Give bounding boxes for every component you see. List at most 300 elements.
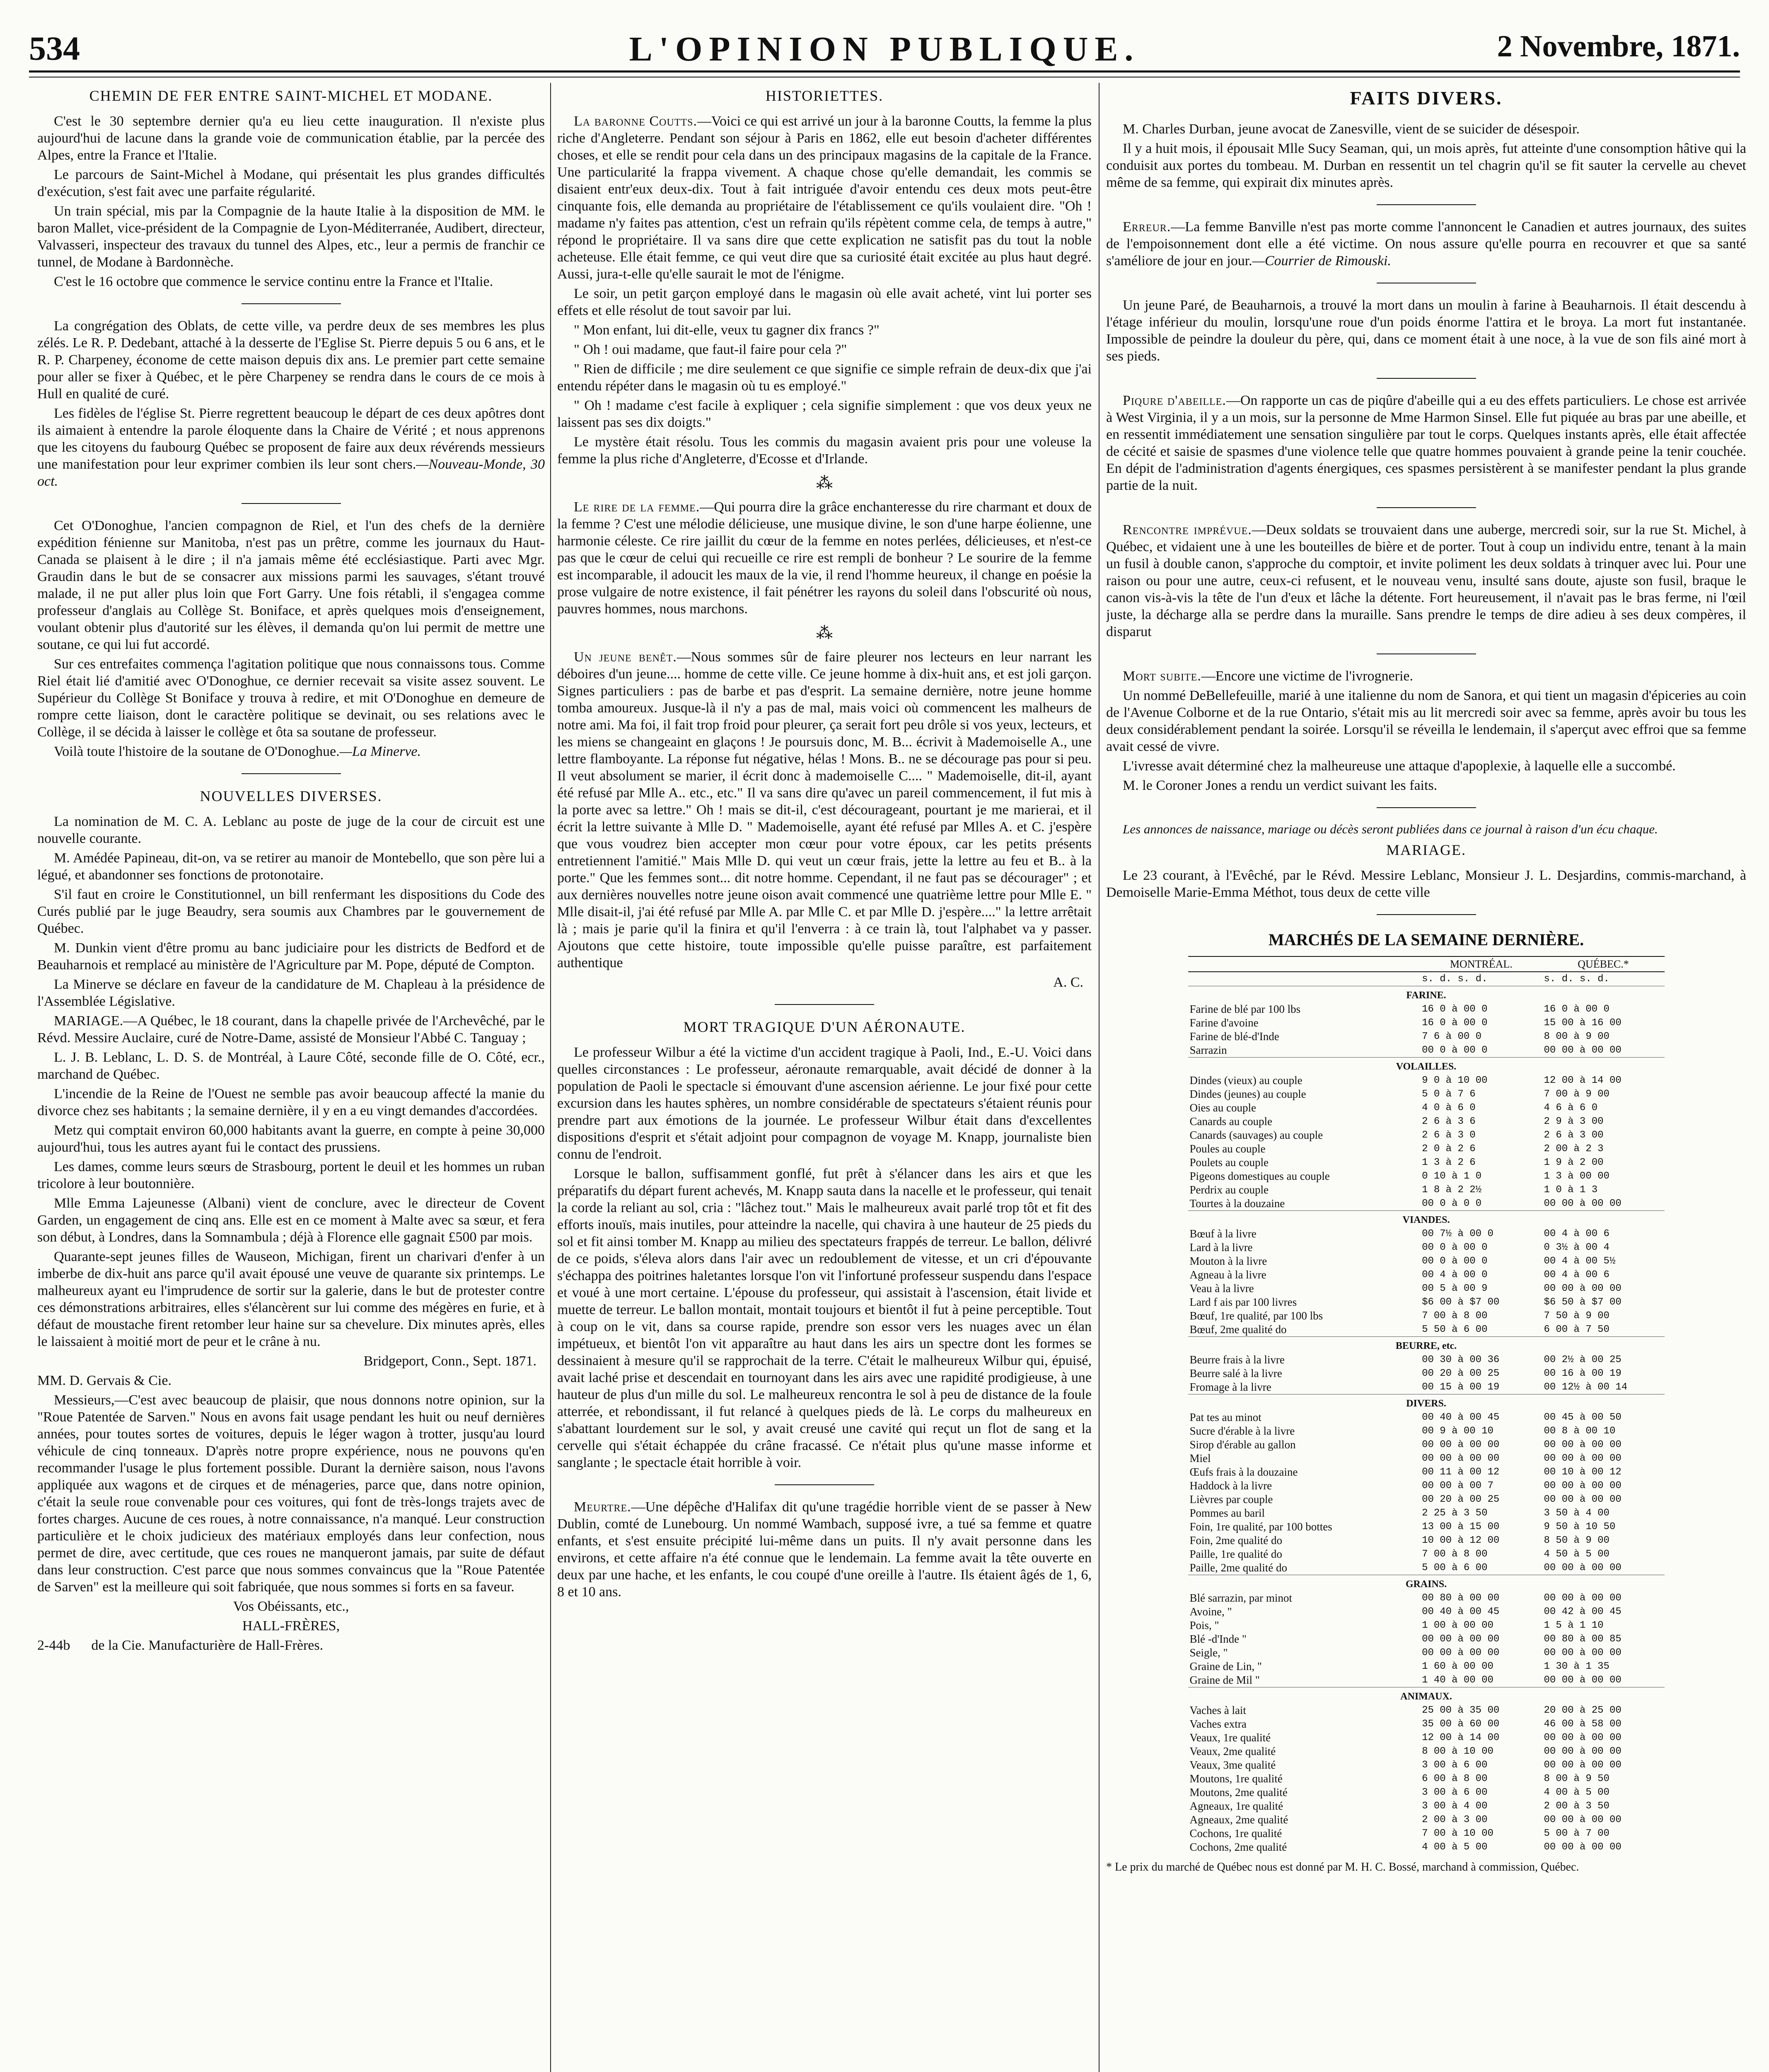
commodity-label: Blé sarrazin, par minot xyxy=(1189,1592,1292,1604)
paragraph: Le 23 courant, à l'Evêché, par le Révd. Messire Leblanc, Monsieur J. L. Desjardins, commis-marchand, à Demoiselle Marie-Emma Méthot, tous deux de cette ville xyxy=(1106,868,1746,900)
paragraph: C'est le 30 septembre dernier qu'a eu lieu cette inauguration. Il n'existe plus aujourd'hui de lacune dans la grande voie de communication établie, par la percée des Alpes, entre la France et l'Italie. xyxy=(37,114,545,163)
montreal-price: 7 6 à 00 0 xyxy=(1422,1031,1482,1042)
column-3 xyxy=(1106,83,1746,2072)
quebec-price: 00 00 à 00 00 xyxy=(1544,1453,1622,1464)
table-row xyxy=(1188,1002,1665,1016)
paragraph-text: Voilà toute l'histoire de la soutane de O'Donoghue. xyxy=(54,744,340,759)
table-row xyxy=(1188,1016,1665,1030)
table-row xyxy=(1188,1380,1665,1394)
paragraph-text: Les fidèles de l'église St. Pierre regrettent beaucoup le départ de ces deux apôtres dont ils aimaient à entendre la parole éloquente dans la Chaire de Vérité ; et nous apprenons que les citoyens du faubourg Québec se proposent de faire aux deux révérends messieurs une manifestation pour leur exprimer combien ils leur sont chers. xyxy=(37,406,545,472)
commodity-label: Sucre d'érable à la livre xyxy=(1189,1425,1295,1437)
table-row xyxy=(1188,1074,1665,1087)
commodity-label: Œufs frais à la douzaine xyxy=(1189,1466,1298,1478)
montreal-price: 00 40 à 00 45 xyxy=(1422,1606,1500,1617)
table-row xyxy=(1188,1043,1665,1058)
column-divider xyxy=(550,83,551,2072)
commodity-label: Agneaux, 2me qualité xyxy=(1189,1813,1288,1826)
table-row xyxy=(1188,1183,1665,1197)
table-row xyxy=(1188,1758,1665,1772)
quebec-price: 20 00 à 25 00 xyxy=(1544,1705,1622,1716)
table-row xyxy=(1188,1591,1665,1605)
montreal-price: 9 0 à 10 00 xyxy=(1422,1075,1488,1086)
markets-category: ANIMAUX. xyxy=(1188,1687,1665,1704)
commodity-label: Pommes au baril xyxy=(1189,1507,1265,1519)
table-row xyxy=(1188,1367,1665,1380)
paragraph-text: —Deux soldats se trouvaient dans une auberge, mercredi soir, sur la rue St. Michel, à Québec, et vidaient une à une les bouteilles de bière et de porter. Tout à coup un individu entre, tenant à la main un fusil à double canon, s'approche du comptoir, et invite poliment les deux soldats à trinquer avec lui. Pour une raison ou pour une autre, ceux-ci refusent, et le nouveau venu, insulté sans doute, ajuste son fusil, braque le canon vis-à-vis la tête de l'un d'eux et lâche la détente. Fort heureusement, il n'avait pas le bras ferme, ni l'œil juste, la décharge alla se perdre dans la muraille. Sans prendre le temps de dire adieu à ses deux compères, il disparut xyxy=(1106,522,1746,639)
divider xyxy=(1377,378,1476,379)
paragraph: Il y a huit mois, il épousait Mlle Sucy Seaman, qui, un mois après, fut atteinte d'une consomption hâtive qui la conduisit aux portes du tombeau. M. Durban en ressentit un tel chagrin qu'il se fit sauter la cervelle au chevet même de sa femme, qui expirait dix minutes après. xyxy=(1106,141,1746,190)
quebec-price: 00 00 à 00 00 xyxy=(1544,1494,1622,1505)
commodity-label: Veaux, 3me qualité xyxy=(1189,1759,1276,1771)
montreal-price: 10 00 à 12 00 xyxy=(1422,1535,1500,1546)
montreal-price: 00 30 à 00 36 xyxy=(1422,1354,1500,1365)
quebec-price: 3 50 à 4 00 xyxy=(1544,1508,1610,1519)
quebec-price: 00 00 à 00 00 xyxy=(1544,1732,1622,1743)
paragraph: La congrégation des Oblats, de cette ville, va perdre deux de ses membres les plus zélés. Le R. P. Dedebant, attaché à la desserte de l'Eglise St. Pierre depuis 5 ou 6 ans, et le R. P. Charpeney, économe de cette maison depuis dix ans. Le premier part cette semaine pour aller se fixer à Québec, et le père Charpeney se rendra dans le cours de ce mois à Hull en qualité de curé. xyxy=(37,318,545,402)
commodity-label: Dindes (jeunes) au couple xyxy=(1189,1088,1306,1100)
column-subheader xyxy=(1188,972,1421,986)
markets-category: FARINE. xyxy=(1188,986,1665,1003)
table-row xyxy=(1188,1717,1665,1731)
markets-category: VOLAILLES. xyxy=(1188,1058,1665,1074)
section-title: MORT TRAGIQUE D'UN AÉRONAUTE. xyxy=(683,1019,966,1035)
montreal-price: 0 10 à 1 0 xyxy=(1422,1171,1482,1182)
paragraph: Messieurs,—C'est avec beaucoup de plaisir, que nous donnons notre opinion, sur la "Roue Patentée de Sarven." Nous en avons fait usage pendant les huit ou neuf dernières années, pour toutes sortes de voitures, depuis le léger wagon à trotter, jusqu'au lourd véhicule de cinq tonneaux. D'après notre propre expérience, nous ne pouvons qu'en recommander l'usage le plus fortement possible. Durant la dernière saison, nous l'avons appliquée aux wagons et de cirques et de ménageries, parce que, dans notre opinion, c'était la seule roue convenable pour ces voitures, qui font de très-longs trajets avec de fortes charges. Aucune de ces roues, à notre connaissance, n'a manqué. Leur construction particulière et le choix judicieux des matériaux employés dans leur confection, nous permet de dire, avec certitude, que ces roues ne manqueront jamais, par suite de défaut dans leur construction. C'est parce que nous sommes convaincus que la "Roue Patentée de Sarven" est la meilleure qui soit fabriquée, que nous sommes si forts en sa faveur. xyxy=(37,1392,545,1595)
commodity-label: Pois, " xyxy=(1189,1619,1219,1631)
commodity-label: Seigle, " xyxy=(1189,1646,1228,1659)
paragraph: " Mon enfant, lui dit-elle, veux tu gagner dix francs ?" xyxy=(574,322,880,338)
quebec-price: 1 3 à 00 00 xyxy=(1544,1171,1610,1182)
quebec-price: 00 00 à 00 00 xyxy=(1544,1439,1622,1450)
montreal-price: 8 00 à 10 00 xyxy=(1422,1746,1494,1757)
page-number: 534 xyxy=(29,29,80,67)
markets-title: MARCHÉS DE LA SEMAINE DERNIÈRE. xyxy=(1268,930,1584,949)
paper-title: L'OPINION PUBLIQUE. xyxy=(629,30,1140,68)
table-row xyxy=(1188,1227,1665,1241)
table-row xyxy=(1188,1605,1665,1619)
commodity-label: Oies au couple xyxy=(1189,1101,1256,1114)
paragraph: Un nommé DeBellefeuille, marié à une italienne du nom de Sanora, et qui tient un magasin d'épiceries au coin de l'Avenue Colborne et de la rue Ontario, s'était mis au lit mercredi soir avec sa femme, après avoir bu tous les deux considérablement pendant la soirée. Lorsqu'il se réveilla le lendemain, il s'aperçut avec effroi que sa femme avait cessé de vivre. xyxy=(1106,688,1746,754)
paragraph: Le mystère était résolu. Tous les commis du magasin avaient pris pour une voleuse la femme la plus riche d'Angleterre, d'Ecosse et d'Irlande. xyxy=(557,434,1092,467)
table-row xyxy=(1188,1520,1665,1534)
paragraph-text: —Encore une victime de l'ivrognerie. xyxy=(1201,668,1414,684)
table-row xyxy=(1188,1704,1665,1717)
paragraph xyxy=(1106,218,1746,269)
quebec-price: 12 00 à 14 00 xyxy=(1544,1075,1622,1086)
quebec-price: 00 80 à 00 85 xyxy=(1544,1634,1622,1645)
paragraph: Mlle Emma Lajeunesse (Albani) vient de conclure, avec le directeur de Covent Garden, un engagement de cinq ans. Elle est en ce moment à Malte avec sa sœur, et fera son début, à Londres, dans la Somnambula ; déjà à Florence elle gagnait £500 par mois. xyxy=(37,1196,545,1245)
item-lead: La baronne Coutts. xyxy=(574,114,697,129)
table-row xyxy=(1188,1254,1665,1268)
commodity-label: Agneau à la livre xyxy=(1189,1268,1266,1281)
quebec-price: 8 00 à 9 00 xyxy=(1544,1031,1610,1042)
quebec-price: 00 00 à 00 00 xyxy=(1544,1647,1622,1658)
section-title: NOUVELLES DIVERSES. xyxy=(200,788,382,804)
montreal-price: 2 6 à 3 0 xyxy=(1422,1130,1476,1141)
table-row xyxy=(1188,1646,1665,1660)
commodity-label: Graine de Mil " xyxy=(1189,1674,1260,1686)
paragraph: Cet O'Donoghue, l'ancien compagnon de Riel, et l'un des chefs de la dernière expédition fénienne sur Manitoba, n'est pas un prêtre, comme les journaux du Haut-Canada se plaisent à le dire ; il n'a jamais même été ecclésiastique. Parti avec Mgr. Graudin dans le but de se consacrer aux missions parmi les sauvages, s'étant trouvé malade, il ne put aller plus loin que Fort Garry. Une fois rétabli, il s'engagea comme professeur d'anglais au Collège St. Boniface, et après quelques mois d'enseignement, voulant obtenir plus d'autorité sur les élèves, il demanda qu'on lui permit de mettre une soutane, ce qui lui fut accordé. xyxy=(37,518,545,652)
quebec-price: 1 5 à 1 10 xyxy=(1544,1620,1604,1631)
montreal-price: 35 00 à 60 00 xyxy=(1422,1719,1500,1730)
divider xyxy=(1377,914,1476,915)
montreal-price: 2 25 à 3 50 xyxy=(1422,1508,1488,1519)
montreal-price: 5 50 à 6 00 xyxy=(1422,1324,1488,1335)
column-header: MONTRÉAL. xyxy=(1420,956,1542,972)
quebec-price: 00 4 à 00 5½ xyxy=(1544,1256,1616,1267)
divider xyxy=(775,1484,874,1485)
montreal-price: 4 0 à 6 0 xyxy=(1422,1102,1476,1113)
paragraph: MARIAGE.—A Québec, le 18 courant, dans la chapelle privée de l'Archevêché, par le Révd. Messire Auclaire, curé de Notre-Dame, assisté de Monsieur l'Abbé C. Tanguay ; xyxy=(37,1013,545,1046)
paragraph: M. Amédée Papineau, dit-on, va se retirer au manoir de Montebello, que son père lui a légué, et abandonner ses fonctions de protonotaire. xyxy=(37,850,545,883)
commodity-label: Veaux, 1re qualité xyxy=(1189,1731,1271,1744)
montreal-price: 00 15 à 00 19 xyxy=(1422,1382,1500,1393)
column-divider xyxy=(1099,83,1100,2072)
quebec-price: $6 50 à $7 00 xyxy=(1544,1297,1622,1308)
table-row xyxy=(1188,1632,1665,1646)
montreal-price: 1 60 à 00 00 xyxy=(1422,1661,1494,1672)
commodity-label: Farine d'avoine xyxy=(1189,1017,1259,1029)
commodity-label: Beurre frais à la livre xyxy=(1189,1353,1285,1366)
section-title: FAITS DIVERS. xyxy=(1350,87,1503,109)
quebec-price: 8 00 à 9 50 xyxy=(1544,1773,1610,1784)
quebec-price: 4 50 à 5 00 xyxy=(1544,1549,1610,1560)
quebec-price: 00 12½ à 00 14 xyxy=(1544,1382,1628,1393)
table-row xyxy=(1188,1309,1665,1323)
source-credit: —La Minerve. xyxy=(339,744,421,759)
montreal-price: 7 00 à 8 00 xyxy=(1422,1549,1488,1560)
table-row xyxy=(1188,1169,1665,1183)
markets-category-row xyxy=(1188,1687,1665,1704)
quebec-price: 00 4 à 00 6 xyxy=(1544,1228,1610,1239)
montreal-price: 3 00 à 6 00 xyxy=(1422,1787,1488,1798)
table-row xyxy=(1188,1547,1665,1561)
table-row xyxy=(1188,1827,1665,1840)
commodity-label: Paille, 1re qualité do xyxy=(1189,1548,1282,1560)
item-lead: Mort subite. xyxy=(1123,668,1201,684)
paragraph: Metz qui comptait environ 60,000 habitants avant la guerre, en compte à peine 30,000 aujourd'hui, tous les autres ayant fui le contact des prussiens. xyxy=(37,1123,545,1155)
divider xyxy=(775,1004,874,1005)
quebec-price: 00 00 à 00 00 xyxy=(1544,1045,1622,1056)
commodity-label: Poulets au couple xyxy=(1189,1156,1269,1169)
paragraph xyxy=(557,649,1092,971)
table-row xyxy=(1188,1465,1665,1479)
item-lead: Piqure d'abeille. xyxy=(1123,393,1226,408)
markets-category: DIVERS. xyxy=(1188,1394,1665,1411)
commodity-label: Veau à la livre xyxy=(1189,1282,1254,1295)
montreal-price: 00 20 à 00 25 xyxy=(1422,1494,1500,1505)
paragraph xyxy=(1106,521,1746,640)
montreal-price: 3 00 à 4 00 xyxy=(1422,1801,1488,1812)
table-row xyxy=(1188,1411,1665,1424)
item-lead: Rencontre imprévue. xyxy=(1123,522,1252,537)
commodity-label: Sirop d'érable au gallon xyxy=(1189,1438,1296,1451)
quebec-price: 00 00 à 00 00 xyxy=(1544,1562,1622,1573)
item-lead: Erreur. xyxy=(1123,219,1171,235)
montreal-price: 16 0 à 00 0 xyxy=(1422,1017,1488,1029)
paragraph-text: —Qui pourra dire la grâce enchanteresse du rire charmant et doux de la femme ? C'est une mélodie délicieuse, une musique divine, le son d'une harpe éolienne, une harmonie céleste. Ce rire jaillit du cœur de la femme en notes perlées, délicieuses, et n'est-ce pas que le cœur de celui qui recueille ce rire est rempli de bonheur ? Le sourire de la femme est incomparable, il adoucit les maux de la vie, il rend l'homme heureux, il change en poésie la prose vulgaire de notre existence, il fait pénétrer les rayons du soleil dans l'obscurité où nous, pauvres hommes, nous marchons. xyxy=(557,499,1092,617)
quebec-price: 7 50 à 9 00 xyxy=(1544,1310,1610,1322)
commodity-label: Lièvres par couple xyxy=(1189,1493,1273,1506)
section-title: HISTORIETTES. xyxy=(765,87,884,104)
montreal-price: 12 00 à 14 00 xyxy=(1422,1732,1500,1743)
paragraph-text: —Voici ce qui est arrivé un jour à la baronne Coutts, la femme la plus riche d'Angleterre. Pendant son séjour à Paris en 1862, elle eut besoin d'acheter différentes choses, et elle se rendit pour cela dans un des principaux magasins de la capitale de la France. Une particularité la frappa vivement. A chaque chose qu'elle demandait, les commis se disaient entr'eux deux-dix. Tout à fait intriguée d'avoir entendu ces deux mots peut-être cinquante fois, elle demanda au propriétaire de l'établissement ce qu'ils voulaient dire. "Oh ! madame n'y faites pas attention, c'est un refrain qu'ils répètent comme cela, de temps à autre," répond le propriétaire. Il va sans dire que cette explication ne satisfit pas du tout la noble acheteuse. Elle était femme, ce qui veut dire que sa curiosité était excitée au plus haut degré. Aussi, jura-t-elle qu'elle saurait le mot de l'énigme. xyxy=(557,114,1092,282)
markets-table xyxy=(1188,956,1665,1854)
paragraph xyxy=(557,1498,1092,1600)
commodity-label: Blé -d'Inde " xyxy=(1189,1633,1247,1645)
table-row xyxy=(1188,1282,1665,1295)
letter-place-date: Bridgeport, Conn., Sept. 1871. xyxy=(363,1353,536,1369)
markets-category-row xyxy=(1188,1575,1665,1592)
montreal-price: 1 00 à 00 00 xyxy=(1422,1620,1494,1631)
commodity-label: Bœuf, 2me qualité do xyxy=(1189,1323,1287,1336)
table-row xyxy=(1188,1493,1665,1506)
paragraph: Lorsque le ballon, suffisamment gonflé, fut prêt à s'élancer dans les airs et que les préparatifs du départ furent achevés, M. Knapp sauta dans la nacelle et le professeur, qui tenait la corde la reliant au sol, cria : "lâchez tout." Mais le malheureux avait parlé trop tôt et fit des efforts inouïs, mais inutiles, pour atteindre la nacelle, qui chavira à une hauteur de 25 pieds du sol et fit ainsi tomber M. Knapp au milieu des spectateurs frappés de terreur. Le ballon, délivré de ce poids, s'éleva alors dans l'air avec un redoublement de vitesse, et un cri d'épouvante s'échappa des poitrines haletantes lorsque l'on vit l'infortuné professeur suspendu dans l'espace et voué à une mort certaine. L'épouse du professeur, qui assistait à l'ascension, était livide et muette de terreur. Le ballon montait, montait toujours et bientôt il fut à peine perceptible. Tout à coup on le vit, dans sa course rapide, prendre son essor vers les nuages avec un élan impétueux, et bientôt l'on vit apparaître au haut dans les airs un spectre dont les formes se dessinaient à mesure qu'il se rapprochait de la terre. C'était le malheureux Wilbur qui, épuisé, avait laché prise et descendait en tournoyant dans les airs avec une rapidité prodigieuse, à une hauteur de plus d'un mille du sol. Le malheureux rencontra le sol à peu de distance de la foule atterrée, et rebondissant, il fut relancé à quelques pieds de là. Le corps du malheureux en s'abattant lourdement sur le sol, y avait creusé une cavité qui reçut un flot de sang et la cervelle qui s'était échappée du crâne fracassé. Ce n'était plus qu'une masse informe et sanglante ; le spectacle était horrible à voir. xyxy=(557,1166,1092,1470)
montreal-price: 1 40 à 00 00 xyxy=(1422,1675,1494,1686)
commodity-label: Avoine, " xyxy=(1189,1605,1232,1618)
markets-category-row xyxy=(1188,1058,1665,1074)
montreal-price: 1 3 à 2 6 xyxy=(1422,1157,1476,1168)
table-row xyxy=(1188,1731,1665,1745)
source-credit: —Nouveau-Monde, 30 oct. xyxy=(37,457,545,489)
montreal-price: 3 00 à 6 00 xyxy=(1422,1760,1488,1771)
quebec-price: 2 00 à 3 50 xyxy=(1544,1801,1610,1812)
montreal-price: $6 00 à $7 00 xyxy=(1422,1297,1500,1308)
montreal-price: 2 0 à 2 6 xyxy=(1422,1143,1476,1155)
quebec-price: 7 00 à 9 00 xyxy=(1544,1089,1610,1100)
paragraph: M. le Coroner Jones a rendu un verdict suivant les faits. xyxy=(1123,778,1438,793)
commodity-label: Miel xyxy=(1189,1452,1211,1464)
table-row xyxy=(1188,1786,1665,1799)
table-row xyxy=(1188,1424,1665,1438)
commodity-label: Pigeons domestiques au couple xyxy=(1189,1170,1330,1182)
paragraph-text: —On rapporte un cas de piqûre d'abeille qui a eu des effets particuliers. Le chose est arrivée à West Virginia, il y a un mois, sur la personne de Mme Harmon Sinsel. Elle fut piquée au bras par une abeille, et en ressentit immédiatement une sensation singulière par tout le corps. Quelques instants après, elle était affectée de cécité et saisie de spasmes d'une violence telle que quatre hommes pouvaient à grande peine la tenir couchée. En dépit de l'administration d'agents énergiques, ces spasmes persistèrent à se manifester pendant la plus grande partie de la nuit. xyxy=(1106,393,1746,493)
montreal-price: 1 8 à 2 2½ xyxy=(1422,1184,1482,1196)
quebec-price: 00 2½ à 00 25 xyxy=(1544,1354,1622,1365)
montreal-price: 00 00 à 00 00 xyxy=(1422,1453,1500,1464)
table-row xyxy=(1188,1142,1665,1156)
commodity-label: Pat tes au minot xyxy=(1189,1411,1262,1423)
paragraph: Sur ces entrefaites commença l'agitation politique que nous connaissons tous. Comme Riel était lié d'amitié avec O'Donoghue, ce dernier recevait sa visite assez souvent. Le Supérieur du Collège St Boniface y trouva à redire, et mit O'Donoghue en demeure de rompre cette liaison, dont le caractère politique se devinait, ou ses relations avec le Collège, il se décida à laisser le collège et ôta sa soutane de professeur. xyxy=(37,656,545,740)
commodity-label: Moutons, 2me qualité xyxy=(1189,1786,1288,1798)
commodity-label: Lard f ais par 100 livres xyxy=(1189,1296,1297,1308)
montreal-price: 00 00 à 00 7 xyxy=(1422,1480,1494,1491)
montreal-price: 7 00 à 10 00 xyxy=(1422,1828,1494,1839)
table-row xyxy=(1188,1813,1665,1827)
paragraph: L. J. B. Leblanc, L. D. S. de Montréal, à Laure Côté, seconde fille de O. Côté, ecr., marchand de Québec. xyxy=(37,1050,545,1082)
quebec-price: 00 00 à 00 00 xyxy=(1544,1814,1622,1825)
item-lead: Le rire de la femme. xyxy=(574,499,700,515)
quebec-price: 6 00 à 7 50 xyxy=(1544,1324,1610,1335)
quebec-price: 00 00 à 00 00 xyxy=(1544,1760,1622,1771)
paragraph: La nomination de M. C. A. Leblanc au poste de juge de la cour de circuit est une nouvelle courante. xyxy=(37,814,545,846)
markets-category: GRAINS. xyxy=(1188,1575,1665,1592)
source-credit: —Courrier de Rimouski. xyxy=(1252,253,1391,269)
montreal-price: 00 0 à 00 0 xyxy=(1422,1256,1488,1267)
quebec-price: 00 8 à 00 10 xyxy=(1544,1426,1616,1437)
divider xyxy=(1377,204,1476,205)
paragraph xyxy=(1106,392,1746,494)
quebec-price: 0 3½ à 00 4 xyxy=(1544,1242,1610,1253)
markets-footnote: * Le prix du marché de Québec nous est donné par M. H. C. Bossé, marchand à commission, Québec. xyxy=(1106,1861,1579,1874)
divider xyxy=(1377,807,1476,808)
commodity-label: Foin, 2me qualité do xyxy=(1189,1534,1282,1547)
montreal-price: 00 80 à 00 00 xyxy=(1422,1593,1500,1604)
quebec-price: 2 9 à 3 00 xyxy=(1544,1116,1604,1127)
quebec-price: 00 00 à 00 00 xyxy=(1544,1480,1622,1491)
paragraph xyxy=(557,113,1092,283)
montreal-price: 00 40 à 00 45 xyxy=(1422,1412,1500,1423)
notice: Les annonces de naissance, mariage ou décès seront publiées dans ce journal à raison d'un écu chaque. xyxy=(1123,822,1658,836)
quebec-price: 5 00 à 7 00 xyxy=(1544,1828,1610,1839)
montreal-price: 2 6 à 3 6 xyxy=(1422,1116,1476,1127)
column-header: QUÉBEC.* xyxy=(1542,956,1665,972)
commodity-label: Beurre salé à la livre xyxy=(1189,1367,1282,1380)
quebec-price: 00 00 à 00 00 xyxy=(1544,1842,1622,1853)
commodity-label: Graine de Lin, " xyxy=(1189,1660,1262,1673)
paragraph xyxy=(1106,668,1746,685)
montreal-price: 00 00 à 00 00 xyxy=(1422,1439,1500,1450)
commodity-label: Farine de blé par 100 lbs xyxy=(1189,1003,1301,1015)
quebec-price: 1 30 à 1 35 xyxy=(1544,1661,1610,1672)
table-row xyxy=(1188,1197,1665,1211)
table-row xyxy=(1188,1101,1665,1115)
quebec-price: 00 42 à 00 45 xyxy=(1544,1606,1622,1617)
quebec-price: 00 00 à 00 00 xyxy=(1544,1593,1622,1604)
commodity-label: Fromage à la livre xyxy=(1189,1381,1271,1393)
quebec-price: 00 00 à 00 00 xyxy=(1544,1198,1622,1209)
montreal-price: 00 00 à 00 00 xyxy=(1422,1634,1500,1645)
table-row xyxy=(1188,1030,1665,1043)
column-1 xyxy=(37,83,545,2072)
montreal-price: 00 9 à 00 10 xyxy=(1422,1426,1494,1437)
commodity-label: Paille, 2me qualité do xyxy=(1189,1561,1287,1574)
montreal-price: 6 00 à 8 00 xyxy=(1422,1773,1488,1784)
commodity-label: Canards au couple xyxy=(1189,1115,1272,1128)
quebec-price: 4 6 à 6 0 xyxy=(1544,1102,1598,1113)
table-row xyxy=(1188,1534,1665,1547)
table-row xyxy=(1188,1452,1665,1465)
commodity-label: Dindes (vieux) au couple xyxy=(1189,1074,1303,1087)
quebec-price: 00 00 à 00 00 xyxy=(1544,1283,1622,1294)
commodity-label: Sarrazin xyxy=(1189,1044,1227,1056)
commodity-label: Lard à la livre xyxy=(1189,1241,1253,1254)
column-header xyxy=(1188,956,1421,972)
paragraph-text: —Une dépêche d'Halifax dit qu'une tragédie horrible vient de se passer à New Dublin, comté de Lunebourg. Un nommé Wambach, supposé ivre, a tué sa femme et quatre enfants, et s'est ensuite précipité lui-même dans un puits. Il n'y avait personne dans les environs, et cette affaire n'a été connue que le lendemain. La femme avait la tête ouverte en deux par une hache, et les enfants, le cou coupé d'une oreille à l'autre. Ils étaient âgés de 1, 6, 8 et 10 ans. xyxy=(557,1499,1092,1600)
quebec-price: 2 6 à 3 00 xyxy=(1544,1130,1604,1141)
commodity-label: Tourtes à la douzaine xyxy=(1189,1197,1285,1210)
commodity-label: Veaux, 2me qualité xyxy=(1189,1745,1276,1757)
table-row xyxy=(1188,1840,1665,1854)
paragraph: Le soir, un petit garçon employé dans le magasin où elle avait acheté, vint lui porter ses effets et elle résolut de tout savoir par lui. xyxy=(557,286,1092,318)
paragraph: M. Charles Durban, jeune avocat de Zanesville, vient de se suicider de désespoir. xyxy=(1123,121,1580,137)
paragraph: L'ivresse avait déterminé chez la malheureuse une attaque d'apoplexie, à laquelle elle a succombé. xyxy=(1123,758,1676,774)
paragraph: " Oh ! madame c'est facile à expliquer ; cela signifie simplement : que vos deux yeux ne laissent pas ses dix doigts." xyxy=(557,398,1092,430)
commodity-label: Poules au couple xyxy=(1189,1143,1266,1155)
quebec-price: 00 00 à 00 00 xyxy=(1544,1746,1622,1757)
montreal-price: 4 00 à 5 00 xyxy=(1422,1842,1488,1853)
markets-category-row xyxy=(1188,1337,1665,1353)
montreal-price: 00 4 à 00 0 xyxy=(1422,1269,1488,1280)
masthead xyxy=(29,29,1740,70)
paragraph: La Minerve se déclare en faveur de la candidature de M. Chapleau à la présidence de l'Assemblée Législative. xyxy=(37,977,545,1009)
montreal-price: 2 00 à 3 00 xyxy=(1422,1814,1488,1825)
paragraph xyxy=(37,743,545,760)
paragraph: Un jeune Paré, de Beauharnois, a trouvé la mort dans un moulin à farine à Beauharnois. Il était descendu à l'étage inférieur du moulin, lorsqu'une roue d'un poids énorme l'attira et le broya. La mort fut instantanée. Impossible de peindre la douleur du père, qui, dans ce moment était à une noce, à la vue de son fils ainé mort à ses pieds. xyxy=(1106,298,1746,364)
column-subheader: s. d. s. d. xyxy=(1422,973,1488,985)
montreal-price: 00 11 à 00 12 xyxy=(1422,1467,1500,1478)
commodity-label: Agneaux, 1re qualité xyxy=(1189,1800,1283,1812)
letter-closing: Vos Obéissants, etc., xyxy=(233,1599,349,1614)
paragraph: C'est le 16 octobre que commence le service continu entre la France et l'Italie. xyxy=(54,274,493,289)
quebec-price: 00 00 à 00 00 xyxy=(1544,1675,1622,1686)
quebec-price: 15 00 à 16 00 xyxy=(1544,1017,1622,1029)
quebec-price: 00 4 à 00 6 xyxy=(1544,1269,1610,1280)
firm-name: de la Cie. Manufacturière de Hall-Frères. xyxy=(91,1638,324,1653)
commodity-label: Bœuf à la livre xyxy=(1189,1227,1257,1240)
markets-category: VIANDES. xyxy=(1188,1211,1665,1227)
table-row xyxy=(1188,1673,1665,1687)
quebec-price: 1 0 à 1 3 xyxy=(1544,1184,1598,1196)
montreal-price: 00 20 à 00 25 xyxy=(1422,1368,1500,1379)
table-row xyxy=(1188,1561,1665,1575)
commodity-label: Cochons, 1re qualité xyxy=(1189,1827,1282,1840)
montreal-price: 5 00 à 6 00 xyxy=(1422,1562,1488,1573)
table-row xyxy=(1188,1241,1665,1254)
commodity-label: Mouton à la livre xyxy=(1189,1255,1267,1267)
quebec-price: 00 16 à 00 19 xyxy=(1544,1368,1622,1379)
paragraph: Le professeur Wilbur a été la victime d'un accident tragique à Paoli, Ind., E.-U. Voici dans quelles circonstances : Le professeur, aéronaute remarquable, avait décidé de donner à la population de Paoli le spectacle si émouvant d'une ascension aérienne. Le jour fixé pour cette excursion dans les hautes sphères, un nombre considérable de spectateurs s'étaient réunis pour prendre part aux émotions de la journée. Le professeur Wilbur était dans d'excellentes dispositions d'esprit et s'était adjoint pour compagnon de voyage M. Knapp, journaliste bien connu de l'endroit. xyxy=(557,1045,1092,1162)
paragraph: Les dames, comme leurs sœurs de Strasbourg, portent le deuil et les hommes un ruban tricolore à leur boutonnière. xyxy=(37,1159,545,1191)
table-row xyxy=(1188,1268,1665,1282)
divider xyxy=(1377,507,1476,508)
author-signature: A. C. xyxy=(1053,975,1083,990)
commodity-label: Cochons, 2me qualité xyxy=(1189,1841,1287,1853)
table-row xyxy=(1188,1438,1665,1452)
quebec-price: 9 50 à 10 50 xyxy=(1544,1521,1616,1532)
table-row xyxy=(1188,1745,1665,1758)
column-2 xyxy=(557,83,1092,2072)
quebec-price: 2 00 à 2 3 xyxy=(1544,1143,1604,1155)
commodity-label: Canards (sauvages) au couple xyxy=(1189,1129,1323,1141)
masthead-rule xyxy=(29,70,1740,77)
commodity-label: Vaches extra xyxy=(1189,1718,1247,1730)
asterism: ⁂ xyxy=(816,474,833,492)
paragraph: Un train spécial, mis par la Compagnie de la haute Italie à la disposition de MM. le baron Mallet, vice-président de la Compagnie de Lyon-Méditerranée, Audibert, directeur, Valvasseri, inspecteur des travaux du tunnel des Alpes, etc., leur a permis de franchir ce tunnel, de Modane à Bardonnèche. xyxy=(37,203,545,270)
montreal-price: 00 00 à 00 00 xyxy=(1422,1647,1500,1658)
letter-address: MM. D. Gervais & Cie. xyxy=(37,1373,172,1388)
letter-signature: HALL-FRÈRES, xyxy=(242,1618,340,1634)
markets-subheader-row xyxy=(1188,972,1665,986)
divider xyxy=(242,503,341,504)
montreal-price: 00 7½ à 00 0 xyxy=(1422,1228,1494,1239)
commodity-label: Vaches à lait xyxy=(1189,1704,1246,1716)
montreal-price: 13 00 à 15 00 xyxy=(1422,1521,1500,1532)
table-row xyxy=(1188,1772,1665,1786)
paragraph: L'incendie de la Reine de l'Ouest ne semble pas avoir beaucoup affecté la manie du divorce chez ses habitants ; la semaine dernière, il y en a eu vingt demandes d'accordées. xyxy=(37,1086,545,1118)
paragraph: M. Dunkin vient d'être promu au banc judiciaire pour les districts de Bedford et de Beauharnois et remplacé au ministère de l'Agriculture par M. Pope, député de Compton. xyxy=(37,940,545,973)
commodity-label: Foin, 1re qualité, par 100 bottes xyxy=(1189,1520,1332,1533)
column-subheader: s. d. s. d. xyxy=(1544,973,1610,985)
ad-reference: 2-44b xyxy=(37,1638,70,1653)
table-row xyxy=(1188,1660,1665,1673)
table-row xyxy=(1188,1115,1665,1128)
paragraph: S'il faut en croire le Constitutionnel, un bill renfermant les dispositions du Code des Curés publié par le juge Beaudry, sera soumis aux Chambres par le gouvernement de Québec. xyxy=(37,887,545,936)
section-title: CHEMIN DE FER ENTRE SAINT-MICHEL ET MODANE. xyxy=(89,87,493,104)
quebec-price: 8 50 à 9 00 xyxy=(1544,1535,1610,1546)
commodity-label: Perdrix au couple xyxy=(1189,1184,1269,1196)
table-row xyxy=(1188,1479,1665,1493)
